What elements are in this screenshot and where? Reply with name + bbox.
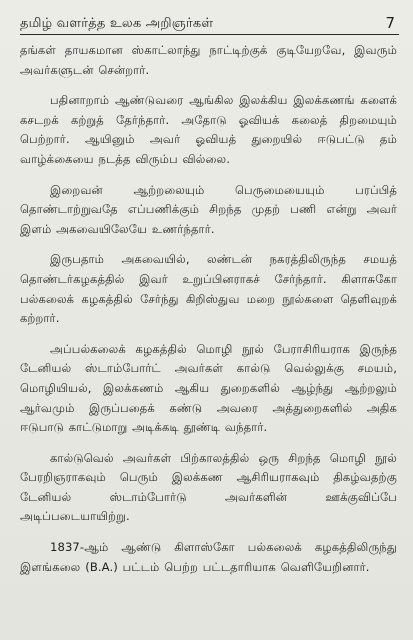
running-header	[20, 6, 399, 35]
running-title: தமிழ் வளர்த்த உலக அறிஞர்கள்	[20, 16, 214, 31]
paragraph: அப்பல்கலைக் கழகத்தில் மொழி நூல் பேராசிரியராக இருந்த டேனியல் ஸ்டாம்போர்ட் அவர்கள் கால்டு வெல்லுக்கு சமயம், மொழியியல், இலக்கணம் ஆகிய துறைகளில் ஆழ்ந்து ஆற்றலும் ஆர்வமும் இருப்பதைக் கண்டு அவரை அத்துறைகளில் அதிக ஈடுபாடு காட்டுமாறு அடிக்கடி தூண்டி வந்தார்.	[20, 341, 397, 435]
paragraph: இருபதாம் அகவையில், லண்டன் நகரத்திலிருந்த சமயத் தொண்டர்கழகத்தில் இவர் உறுப்பினராகச் சேர்ந்தார். கிளாசுகோ பல்கலைக் கழகத்தில் சேர்ந்து கிறிஸ்துவ மறை நூல்களை தெளிவுறக் கற்றார்.	[20, 252, 397, 326]
paragraph: 1837-ஆம் ஆண்டு கிளாஸ்கோ பல்கலைக் கழகத்திலிருந்து இளங்கலை (B.A.) பட்டம் பெற்ற பட்டதாரியாக வெளியேறினார்.	[20, 540, 397, 574]
paragraph: பதினாறாம் ஆண்டுவரை ஆங்கில இலக்கிய இலக்கணங் களைக் கசடறக் கற்றுத் தேர்ந்தார். அதோடு ஓவியக் கலைத் திறமையும் பெற்றார். ஆயினும் அவர் ஓவியத் துறையில் ஈடுபட்டு தம் வாழ்க்கையை நடத்த விரும்ப வில்லை.	[20, 93, 397, 166]
page-number: 7	[385, 14, 395, 32]
body-text	[20, 41, 397, 588]
paragraph: தங்கள் தாயகமான ஸ்காட்லாந்து நாட்டிற்குக் குடியேறவே, இவரும் அவர்களுடன் சென்றார்.	[20, 43, 397, 77]
paragraph: இறைவன் ஆற்றலையும் பெருமையையும் பரப்பித் தொண்டாற்றுவதே எப்பணிக்கும் சிறந்த முதற் பணி என்று அவர் இளம் அகவையிலேயே உணர்ந்தார்.	[20, 182, 397, 236]
paragraph: கால்டுவெல் அவர்கள் பிற்காலத்தில் ஒரு சிறந்த மொழி நூல் பேரறிஞராகவும் பெரும் இலக்கண ஆசிரியராகவும் திகழ்வதற்கு டேனியல் ஸ்டாம்போர்டு அவர்களின் ஊக்குவிப்பே அடிப்படையாயிற்று.	[20, 450, 397, 524]
